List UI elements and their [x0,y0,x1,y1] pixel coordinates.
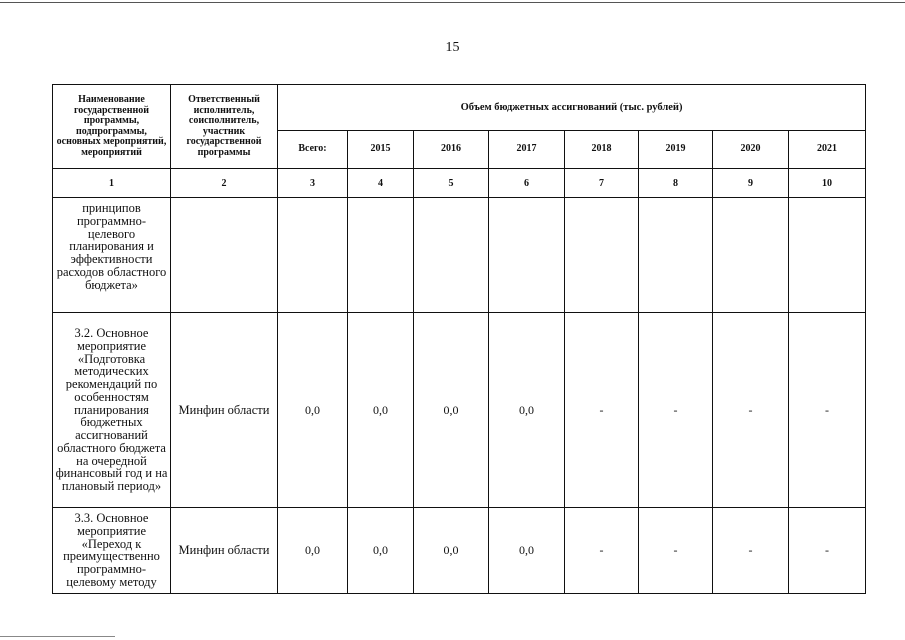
header-year-2017: 2017 [489,131,565,169]
value-cell: - [565,313,639,508]
value-cell: 0,0 [489,508,565,594]
column-number: 5 [414,169,489,198]
header-total: Всего: [278,131,348,169]
row-name-cell: 3.2. Основное мероприятие «Подготовка методических рекомендаций по особенностям планирования бюджетных ассигнований областного бюджета на очередной финансовый год и на плановый период» [53,313,171,508]
column-number: 2 [171,169,278,198]
column-number: 1 [53,169,171,198]
value-cell: 0,0 [414,508,489,594]
row-name-cell: 3.3. Основное мероприятие «Переход к преимущественно программно-целевому методу [53,508,171,594]
value-cell: 0,0 [278,508,348,594]
column-number: 6 [489,169,565,198]
column-number-row [53,169,866,198]
value-cell [789,198,866,313]
header-year-2016: 2016 [414,131,489,169]
value-cell: - [789,313,866,508]
value-cell: - [713,313,789,508]
column-number: 10 [789,169,866,198]
value-cell [489,198,565,313]
header-year-2018: 2018 [565,131,639,169]
header-year-2020: 2020 [713,131,789,169]
table-row [53,313,866,508]
value-cell [565,198,639,313]
scan-top-edge [0,2,905,3]
value-cell [348,198,414,313]
column-number: 4 [348,169,414,198]
column-number: 8 [639,169,713,198]
value-cell: - [565,508,639,594]
column-number: 9 [713,169,789,198]
row-responsible-cell: Минфин области [171,508,278,594]
header-year-2015: 2015 [348,131,414,169]
value-cell: 0,0 [414,313,489,508]
table-row [53,198,866,313]
page-number: 15 [445,40,460,55]
row-responsible-cell [171,198,278,313]
row-responsible-cell: Минфин области [171,313,278,508]
value-cell [713,198,789,313]
value-cell: 0,0 [348,313,414,508]
value-cell: - [639,508,713,594]
value-cell: 0,0 [348,508,414,594]
header-year-2021: 2021 [789,131,866,169]
budget-table [52,84,866,594]
scan-bottom-mark [0,636,115,637]
table-row [53,508,866,594]
value-cell [414,198,489,313]
header-name: Наименование государственной программы, подпрограммы, основных мероприятий, мероприятий [53,85,171,169]
value-cell: - [639,313,713,508]
header-year-2019: 2019 [639,131,713,169]
header-budget-group: Объем бюджетных ассигнований (тыс. рублей) [278,85,866,131]
value-cell: 0,0 [278,313,348,508]
value-cell [278,198,348,313]
column-number: 3 [278,169,348,198]
value-cell: - [789,508,866,594]
value-cell: 0,0 [489,313,565,508]
row-name-cell: принципов программно-целевого планирования и эффективности расходов областного бюджета» [53,198,171,313]
header-responsible: Ответственный исполнитель, соисполнитель, участник государственной программы [171,85,278,169]
column-number: 7 [565,169,639,198]
value-cell [639,198,713,313]
value-cell: - [713,508,789,594]
